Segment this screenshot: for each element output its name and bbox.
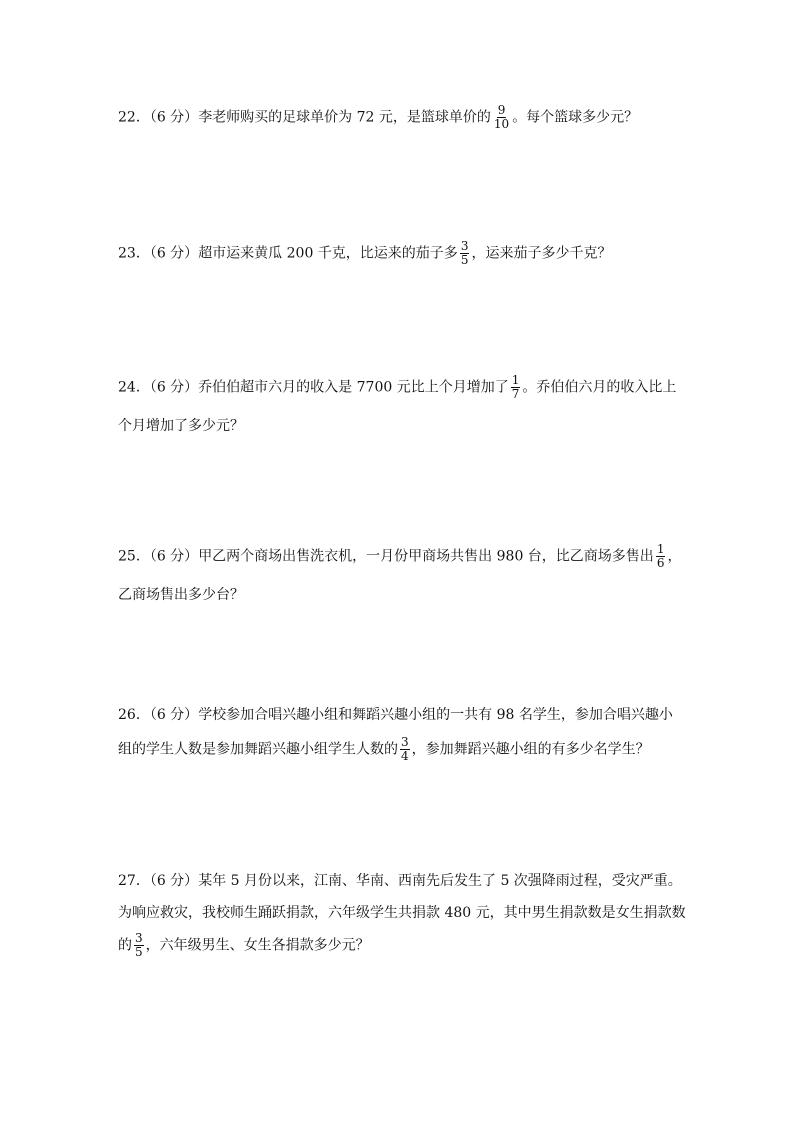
question-number: 22． xyxy=(118,109,150,126)
question-22 xyxy=(118,104,698,131)
fraction xyxy=(511,374,521,401)
fraction xyxy=(460,240,470,267)
fraction-numerator: 3 xyxy=(460,239,469,253)
fraction xyxy=(400,736,410,763)
question-25 xyxy=(118,543,698,606)
question-26 xyxy=(118,704,698,763)
question-text: ，六年级男生、女生各捐款多少元？ xyxy=(145,937,370,954)
question-text: 的 xyxy=(118,937,132,954)
question-number: 24． xyxy=(118,379,150,396)
question-23 xyxy=(118,240,698,267)
question-text: ，运来茄子多少千克？ xyxy=(471,245,612,262)
question-line xyxy=(118,240,698,267)
fraction-denominator: 6 xyxy=(656,556,665,570)
question-line xyxy=(118,374,698,401)
question-text: 乔伯伯超市六月的收入是 7700 元比上个月增加了 xyxy=(198,379,509,396)
question-text: 乙商场售出多少台？ xyxy=(118,587,244,603)
fraction-numerator: 3 xyxy=(401,735,409,749)
question-text: 学校参加合唱兴趣小组和舞蹈兴趣小组的一共有 98 名学生，参加合唱兴趣小 xyxy=(198,707,673,723)
fraction-denominator: 5 xyxy=(460,253,469,267)
question-text: 超市运来黄瓜 200 千克，比运来的茄子多 xyxy=(198,245,458,262)
question-24 xyxy=(118,374,698,437)
question-line xyxy=(118,104,698,131)
fraction-denominator: 10 xyxy=(493,117,510,131)
question-text: 。乔伯伯六月的收入比上 xyxy=(522,379,677,396)
question-score: （6 分） xyxy=(149,245,199,262)
question-line xyxy=(118,415,698,437)
question-score: （6 分） xyxy=(149,379,199,396)
question-text: ，参加舞蹈兴趣小组的有多少名学生？ xyxy=(411,741,650,758)
question-line xyxy=(118,870,698,892)
fraction-denominator: 4 xyxy=(401,749,409,763)
question-line xyxy=(118,902,698,924)
question-line xyxy=(118,543,698,570)
question-text: 甲乙两个商场出售洗衣机，一月份甲商场共售出 980 台，比乙商场多售出 xyxy=(198,548,654,565)
fraction-numerator: 9 xyxy=(497,103,506,117)
question-text: 李老师购买的足球单价为 72 元，是篮球单价的 xyxy=(198,109,491,126)
question-text: 为响应救灾，我校师生踊跃捐款，六年级学生共捐款 480 元，其中男生捐款数是女生捐款数 xyxy=(118,905,686,921)
question-text: ， xyxy=(667,548,682,565)
question-text: 个月增加了多少元？ xyxy=(118,418,244,434)
question-score: （6 分） xyxy=(149,109,199,126)
fraction xyxy=(493,104,510,131)
question-line xyxy=(118,704,698,726)
question-line xyxy=(118,932,698,959)
question-score: （6 分） xyxy=(149,707,199,723)
question-score: （6 分） xyxy=(149,548,199,565)
question-27 xyxy=(118,870,698,959)
fraction xyxy=(134,932,144,959)
fraction-numerator: 1 xyxy=(511,373,520,387)
question-score: （6 分） xyxy=(149,873,199,889)
fraction xyxy=(656,543,666,570)
question-line xyxy=(118,584,698,606)
question-text: 。每个篮球多少元？ xyxy=(512,109,639,126)
question-number: 25． xyxy=(118,548,150,565)
fraction-denominator: 7 xyxy=(511,387,520,401)
fraction-numerator: 1 xyxy=(656,542,665,556)
question-number: 27． xyxy=(118,873,150,889)
question-number: 23． xyxy=(118,245,150,262)
question-line xyxy=(118,736,698,763)
question-text: 某年 5 月份以来，江南、华南、西南先后发生了 5 次强降雨过程，受灾严重。 xyxy=(198,873,682,889)
fraction-numerator: 3 xyxy=(135,931,143,945)
fraction-denominator: 5 xyxy=(135,945,143,959)
question-text: 组的学生人数是参加舞蹈兴趣小组学生人数的 xyxy=(118,741,398,758)
question-number: 26． xyxy=(118,707,150,723)
